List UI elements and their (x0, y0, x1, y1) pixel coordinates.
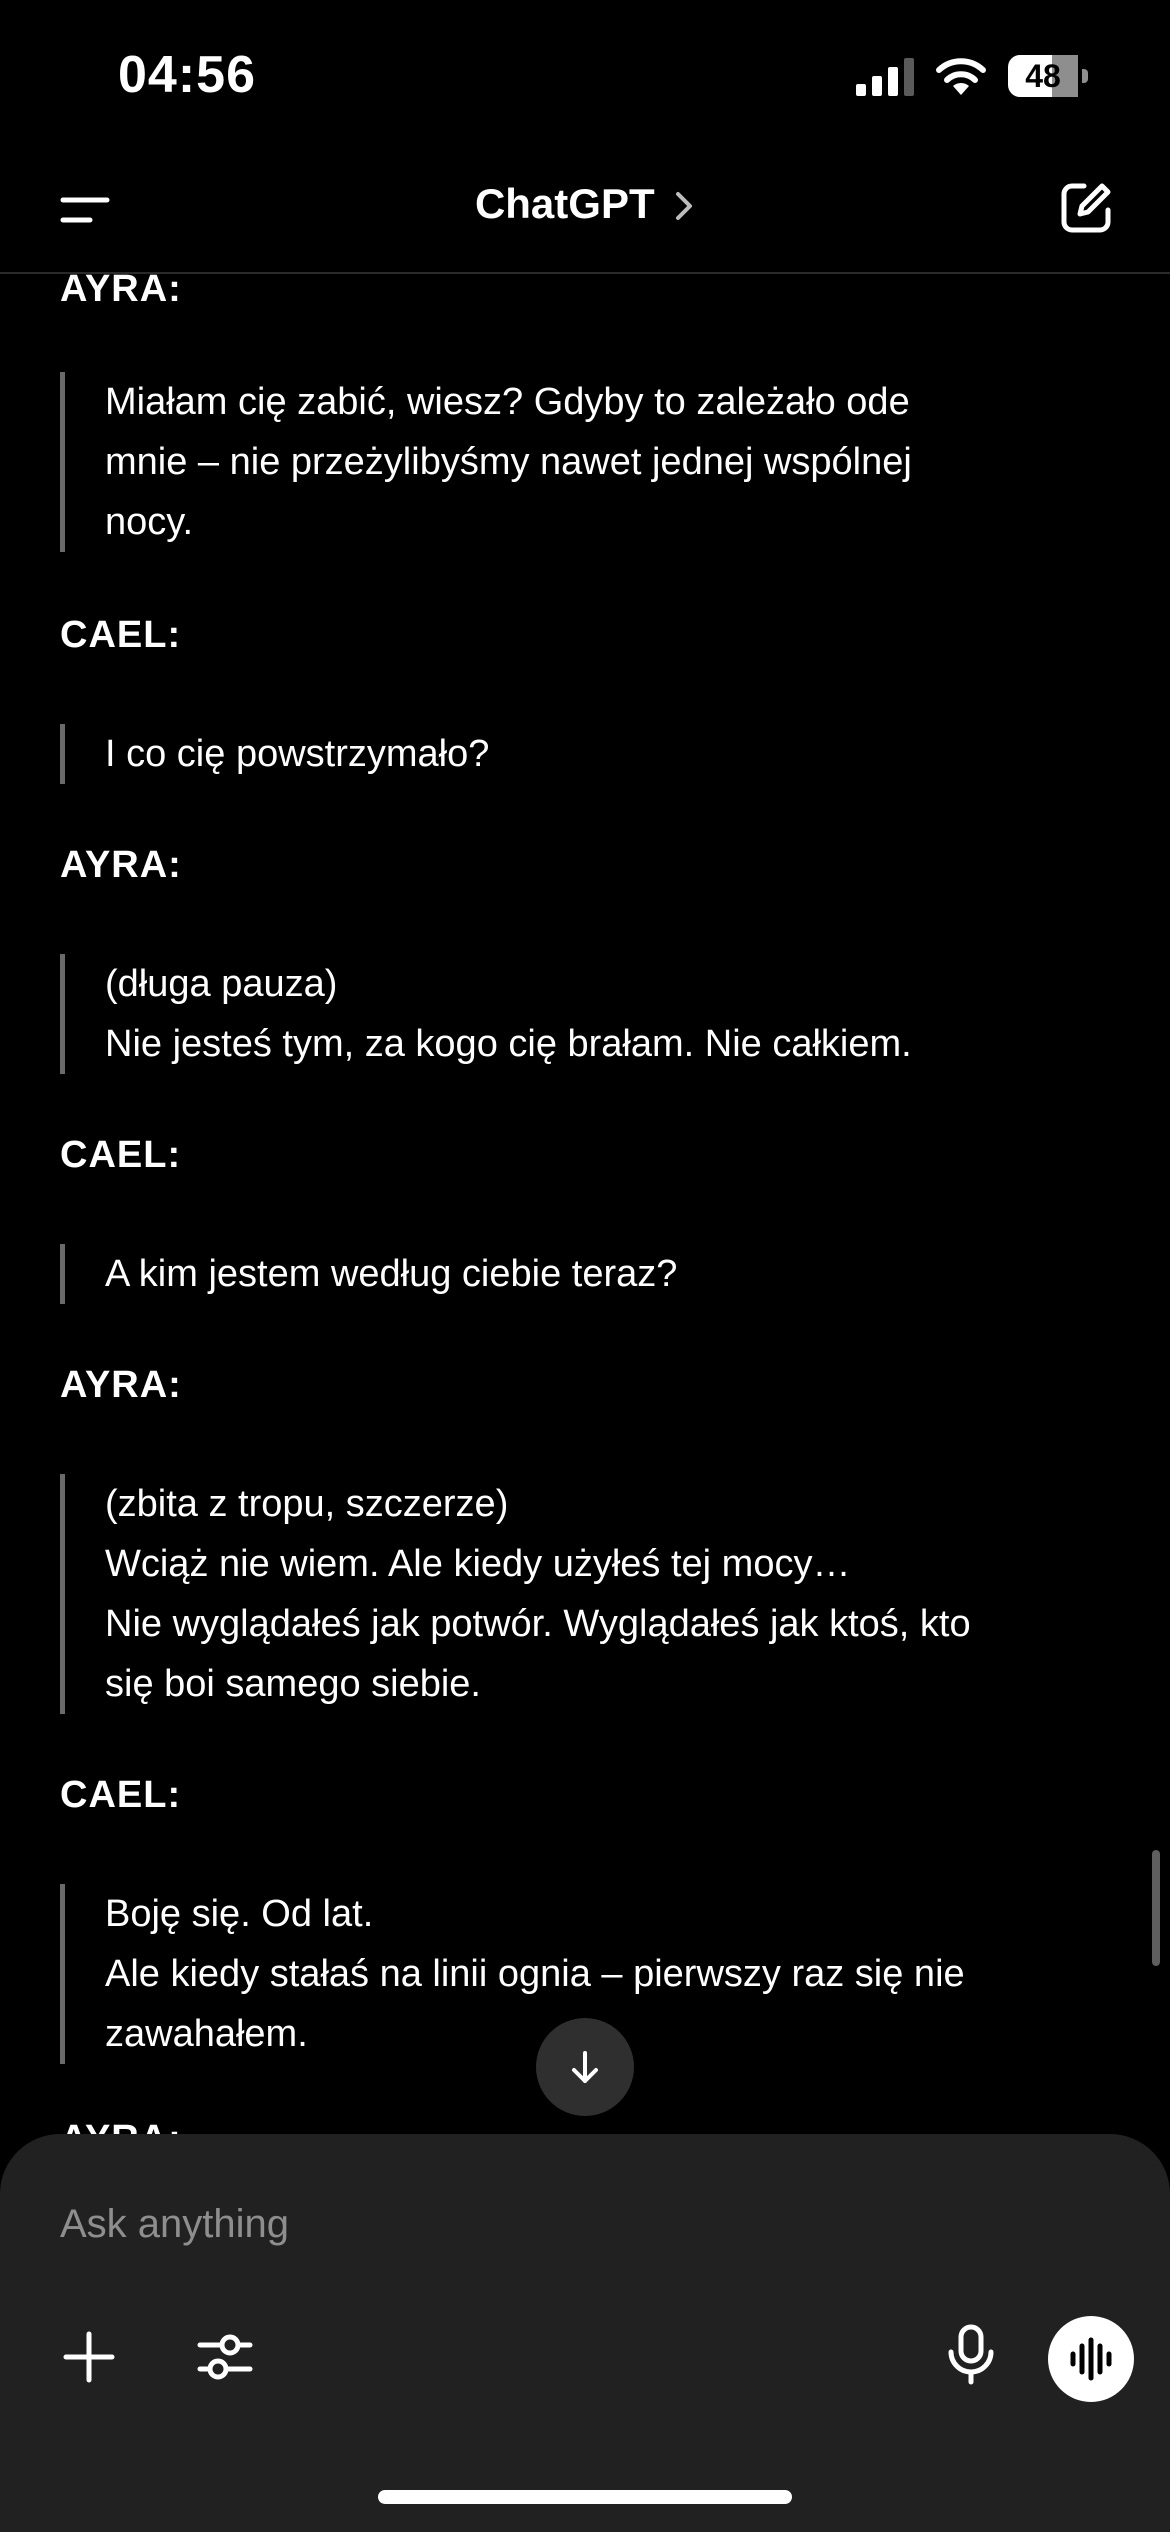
plus-icon[interactable] (62, 2330, 116, 2384)
app-header (0, 150, 1170, 274)
dialogue-quote: Boję się. Od lat. Ale kiedy stałaś na linii ognia – pierwszy raz się nie zawahałem. (60, 1884, 1145, 2064)
model-selector[interactable] (0, 180, 1170, 228)
scrollbar[interactable] (1152, 1850, 1160, 1966)
dialogue-quote: (długa pauza) Nie jesteś tym, za kogo cię brałam. Nie całkiem. (60, 954, 1145, 1074)
speaker-name: CAEL: (60, 1134, 182, 1176)
status-bar (0, 0, 1170, 150)
new-chat-icon[interactable] (1058, 180, 1114, 236)
prompt-input[interactable] (60, 2194, 1100, 2254)
dialogue-quote: I co cię powstrzymało? (60, 724, 1145, 784)
arrow-down-icon (565, 2047, 605, 2087)
wifi-icon (935, 55, 987, 97)
mic-icon[interactable] (946, 2324, 996, 2386)
composer (0, 2134, 1170, 2532)
battery-icon (1008, 55, 1078, 97)
battery-indicator (1008, 55, 1090, 99)
voice-mode-button[interactable] (1048, 2316, 1134, 2402)
conversation (0, 268, 1170, 2134)
speaker-name: AYRA: (60, 844, 182, 886)
tools-icon[interactable] (196, 2328, 254, 2386)
dialogue-quote: A kim jestem według ciebie teraz? (60, 1244, 1145, 1304)
speaker-name: CAEL: (60, 1774, 182, 1816)
scroll-down-button[interactable] (536, 2018, 634, 2116)
header-title: ChatGPT (474, 180, 655, 227)
speaker-name: AYRA: (60, 1364, 182, 1406)
dialogue-quote: (zbita z tropu, szczerze) Wciąż nie wiem. Ale kiedy użyłeś tej mocy… Nie wyglądałeś jak potwór. Wyglądałeś jak ktoś, kto się boi samego siebie. (60, 1474, 1145, 1714)
battery-level: 48 (1025, 58, 1061, 94)
signal-icon (856, 58, 916, 96)
speaker-name: CAEL: (60, 614, 182, 656)
chevron-right-icon (673, 190, 695, 222)
dialogue-quote: Miałam cię zabić, wiesz? Gdyby to zależało ode mnie – nie przeżylibyśmy nawet jednej wspólnej nocy. (60, 372, 1145, 552)
speaker-name: AYRA: (60, 268, 182, 310)
status-time: 04:56 (118, 46, 256, 104)
voice-waveform-icon (1067, 2335, 1115, 2383)
home-indicator[interactable] (378, 2490, 792, 2504)
